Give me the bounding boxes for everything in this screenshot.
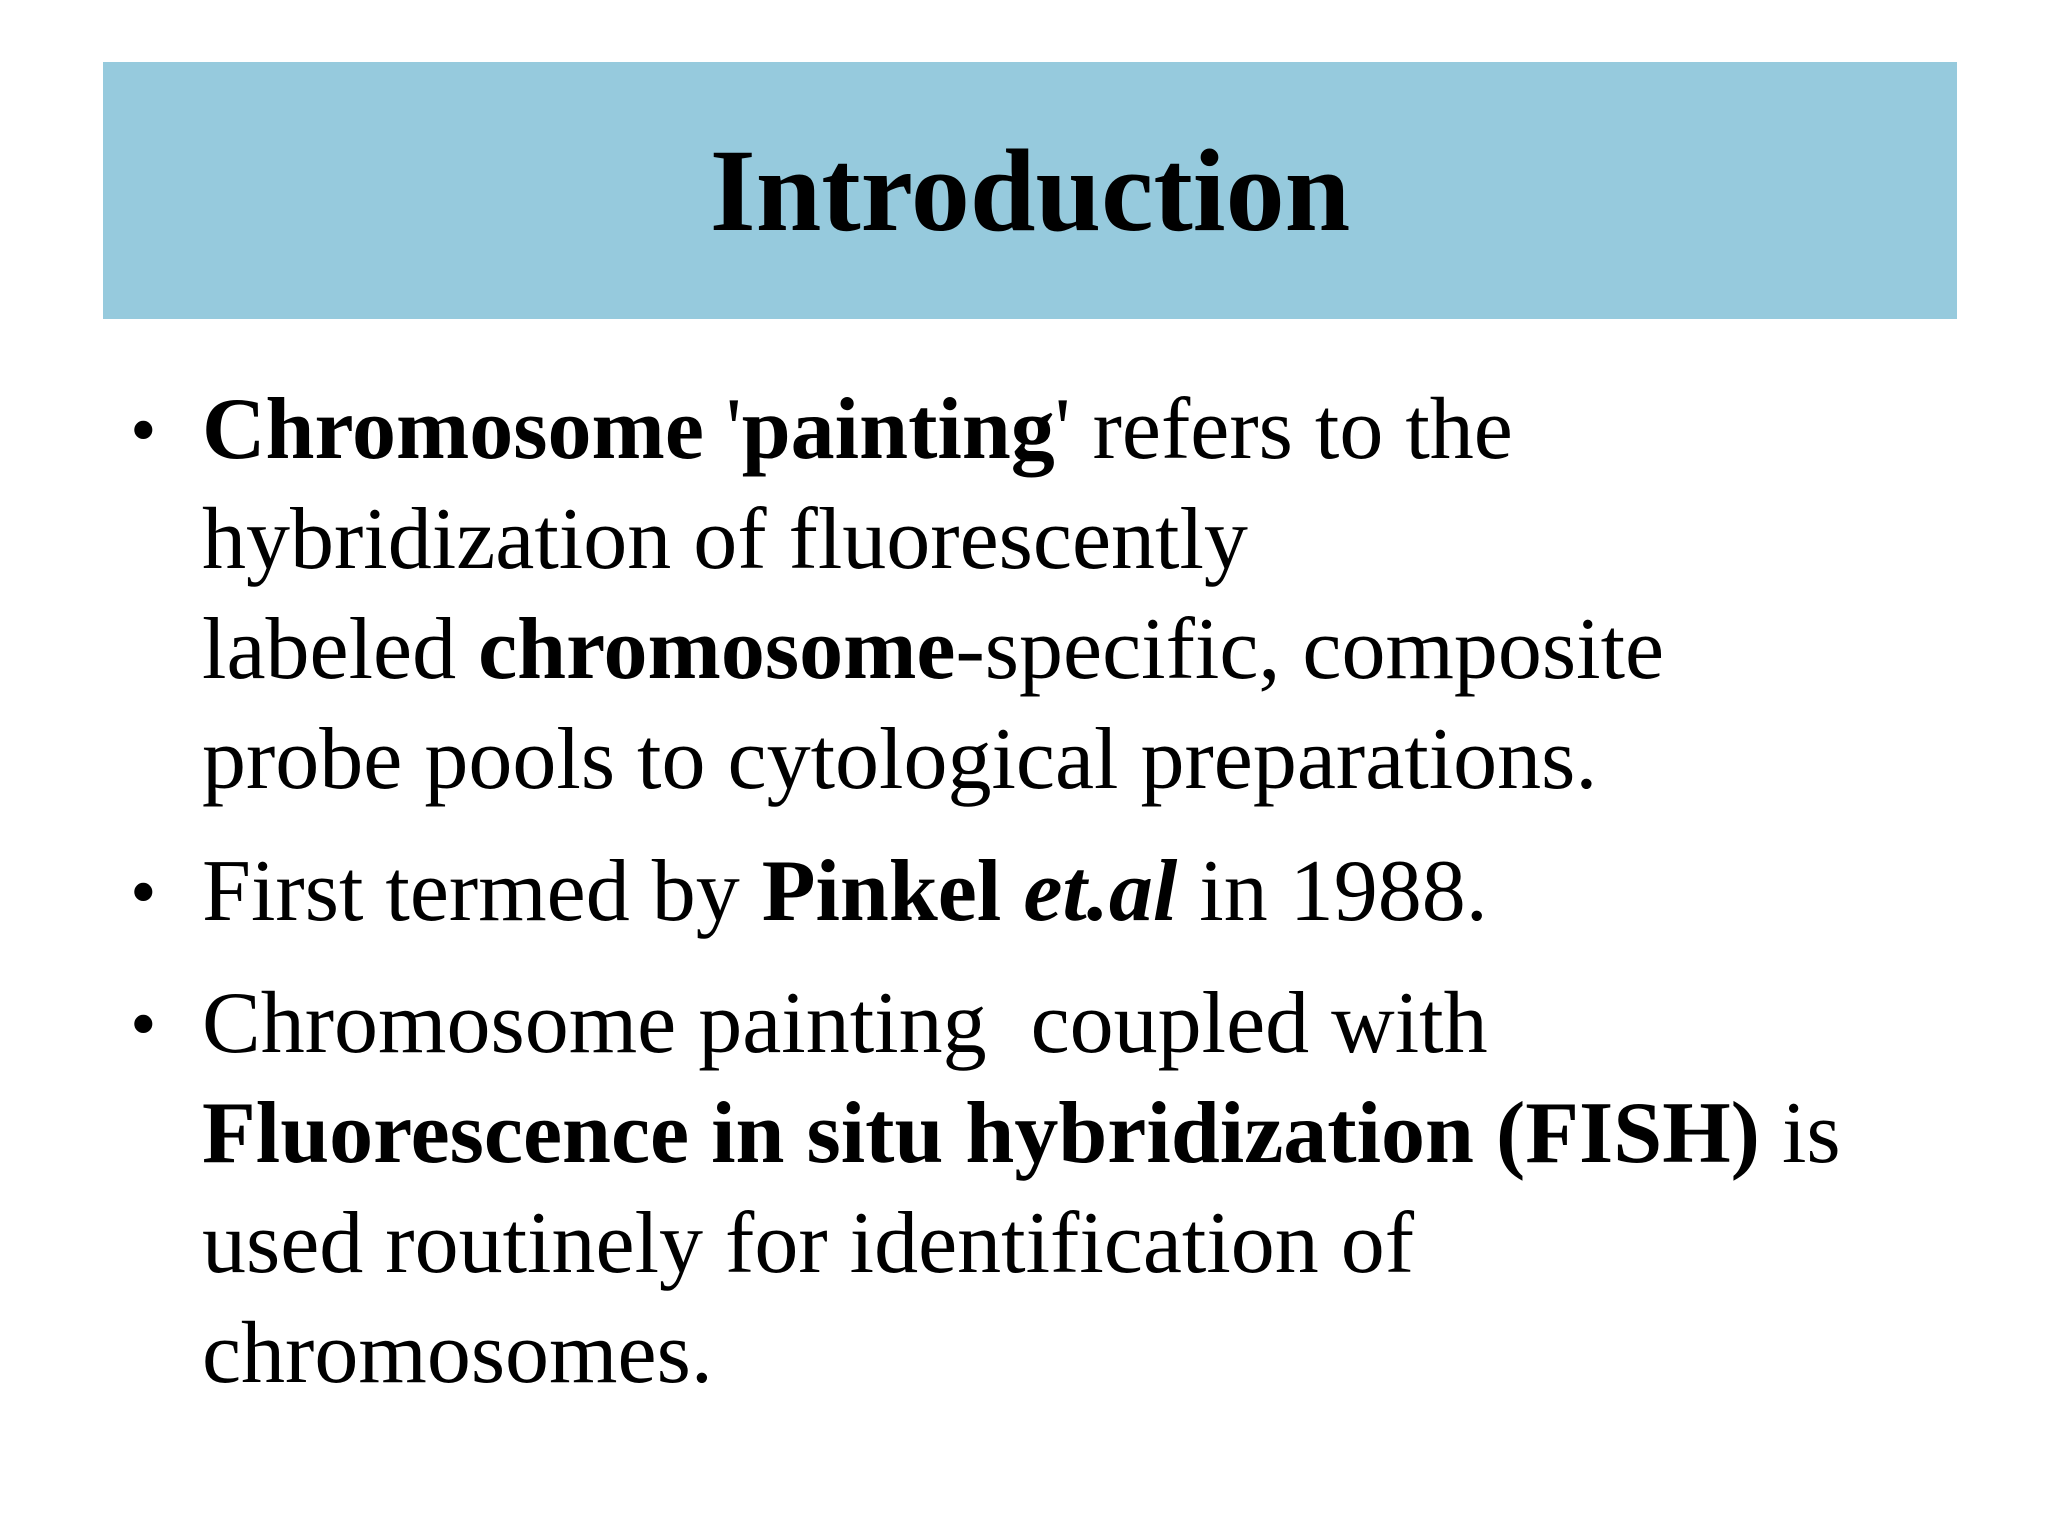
bullet-line: hybridization of fluorescently — [202, 491, 1248, 588]
bullet-line: probe pools to cytological preparations. — [202, 711, 1598, 808]
bullet-item-fish — [130, 969, 1930, 1409]
text-run: First termed by — [202, 843, 762, 940]
bold-italic-et-al: et.al — [1023, 843, 1178, 940]
bullet-line — [202, 601, 1664, 698]
bullet-dot: • — [130, 388, 157, 472]
bold-term-chromosome: chromosome — [478, 601, 956, 698]
bold-term-chromosome: Chromosome — [202, 381, 704, 478]
text-run: in 1988. — [1177, 843, 1488, 940]
text-run: ' refers to the — [1054, 381, 1513, 478]
text-run — [1001, 843, 1023, 940]
slide-title: Introduction — [709, 124, 1351, 256]
bullet-line — [202, 381, 1513, 478]
text-run: labeled — [202, 601, 479, 698]
bullet-line — [202, 1085, 1841, 1182]
bullet-text — [202, 969, 1930, 1409]
text-run: ' — [703, 381, 742, 478]
bold-term-fish: Fluorescence in situ hybridization (FISH) — [202, 1085, 1760, 1182]
bullet-item-chromosome-painting-definition — [130, 375, 1930, 815]
bullet-item-first-termed — [130, 837, 1930, 947]
title-banner — [103, 62, 1957, 319]
text-run: -specific, composite — [955, 601, 1665, 698]
bullet-line: chromosomes. — [202, 1305, 713, 1402]
bullet-text — [202, 837, 1930, 947]
bold-term-painting: painting — [741, 381, 1055, 478]
bullet-list — [130, 375, 1930, 1431]
bullet-line: used routinely for identification of — [202, 1195, 1415, 1292]
bullet-dot: • — [130, 850, 157, 934]
bullet-dot: • — [130, 982, 157, 1066]
bullet-line: Chromosome painting coupled with — [202, 975, 1488, 1072]
bold-term-pinkel: Pinkel — [761, 843, 1002, 940]
bullet-text — [202, 375, 1930, 815]
text-run: is — [1759, 1085, 1841, 1182]
